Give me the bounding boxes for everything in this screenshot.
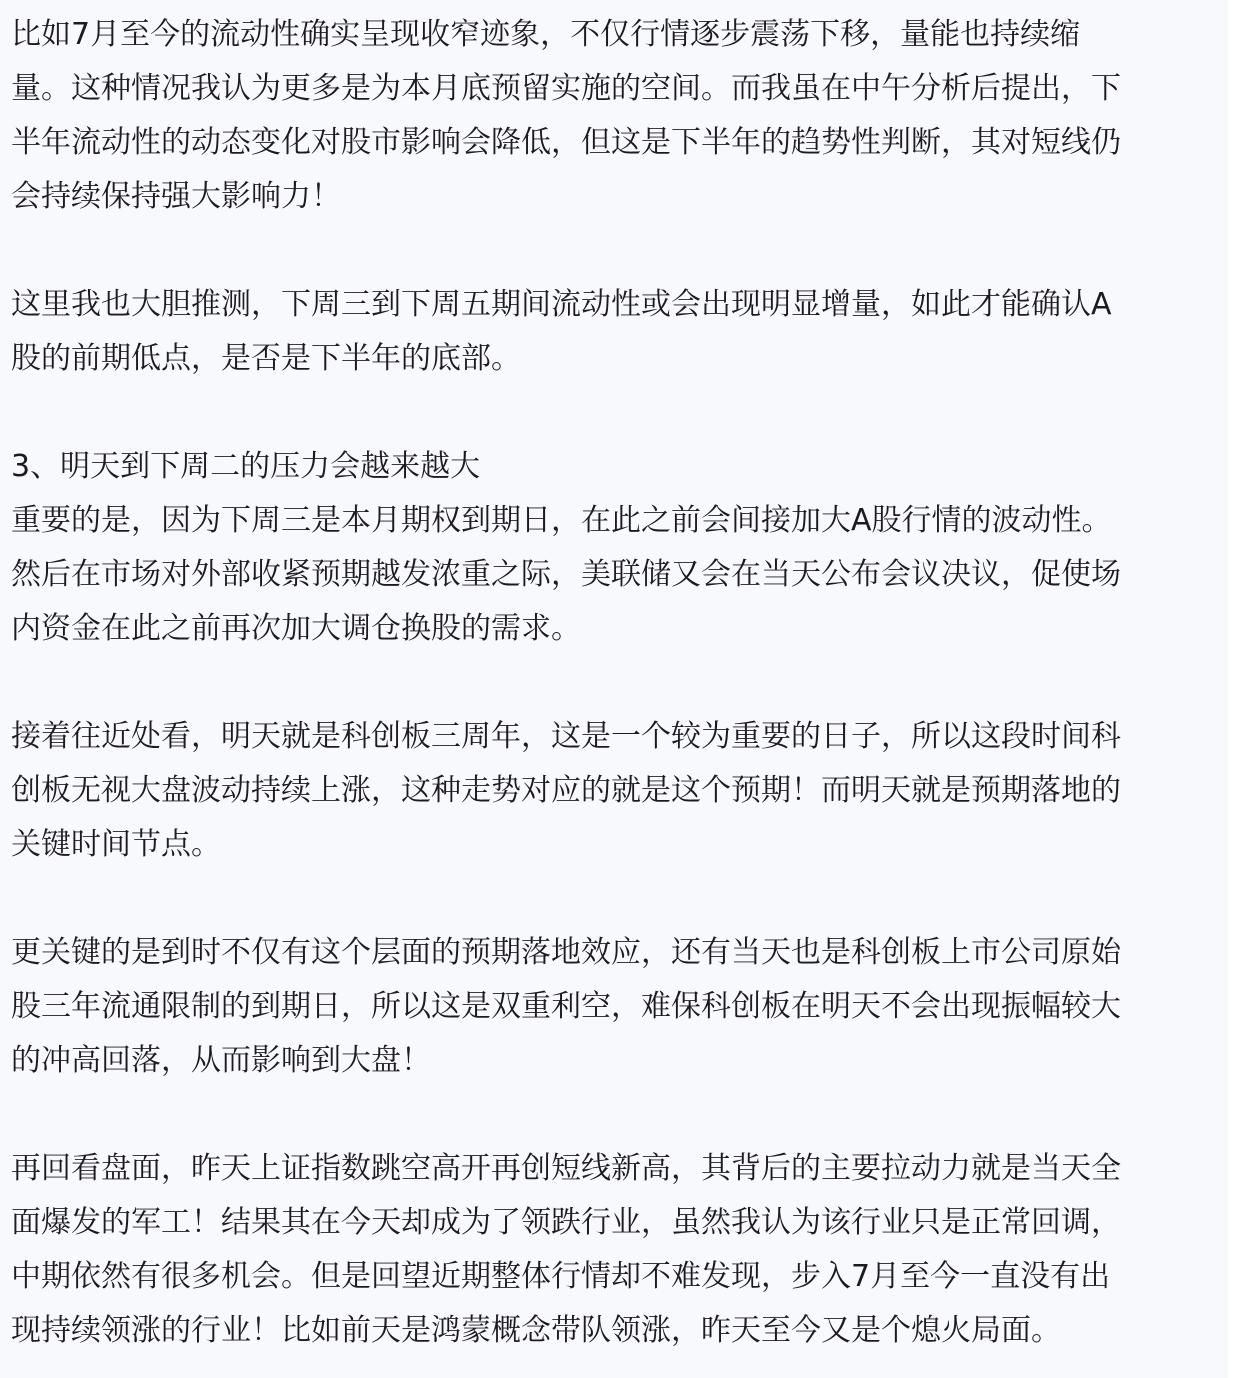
text-line: 半年流动性的动态变化对股市影响会降低，但这是下半年的趋势性判断，其对短线仍 — [11, 125, 1121, 160]
text-line: 再回看盘面，昨天上证指数跳空高开再创短线新高，其背后的主要拉动力就是当天全 — [11, 1151, 1121, 1186]
text-line: 会持续保持强大影响力！ — [11, 179, 341, 214]
text-line: 然后在市场对外部收紧预期越发浓重之际，美联储又会在当天公布会议决议，促使场 — [11, 557, 1121, 592]
section-heading: 3、明天到下周二的压力会越来越大 — [11, 449, 481, 484]
text-line: 这里我也大胆推测，下周三到下周五期间流动性或会出现明显增量，如此才能确认A — [11, 287, 1112, 322]
text-line: 更关键的是到时不仅有这个层面的预期落地效应，还有当天也是科创板上市公司原始 — [11, 935, 1121, 970]
paragraph-spacer — [11, 872, 1216, 926]
paragraph-market-review — [11, 1142, 1216, 1358]
text-line: 中期依然有很多机会。但是回望近期整体行情却不难发现，步入7月至今一直没有出 — [11, 1259, 1111, 1294]
text-line: 重要的是，因为下周三是本月期权到期日，在此之前会间接加大A股行情的波动性。 — [11, 503, 1112, 538]
text-line: 的冲高回落，从而影响到大盘！ — [11, 1043, 431, 1078]
paragraph-spacer — [11, 656, 1216, 710]
paragraph-liquidity — [11, 8, 1216, 224]
paragraph-spacer — [11, 1088, 1216, 1142]
text-line: 量。这种情况我认为更多是为本月底预留实施的空间。而我虽在中午分析后提出，下 — [11, 71, 1121, 106]
text-line: 比如7月至今的流动性确实呈现收窄迹象，不仅行情逐步震荡下移，量能也持续缩 — [11, 17, 1081, 52]
text-line: 接着往近处看，明天就是科创板三周年，这是一个较为重要的日子，所以这段时间科 — [11, 719, 1121, 754]
paragraph-spacer — [11, 386, 1216, 440]
page-right-edge — [1228, 0, 1234, 1378]
text-line: 现持续领涨的行业！比如前天是鸿蒙概念带队领涨，昨天至今又是个熄火局面。 — [11, 1313, 1061, 1348]
article-body — [11, 8, 1216, 1358]
text-line: 面爆发的军工！结果其在今天却成为了领跌行业，虽然我认为该行业只是正常回调， — [11, 1205, 1121, 1240]
text-line: 股三年流通限制的到期日，所以这是双重利空，难保科创板在明天不会出现振幅较大 — [11, 989, 1121, 1024]
paragraph-lockup-expiry — [11, 926, 1216, 1088]
paragraph-star-market-anniversary — [11, 710, 1216, 872]
paragraph-spacer — [11, 224, 1216, 278]
paragraph-section-3 — [11, 440, 1216, 656]
text-line: 创板无视大盘波动持续上涨，这种走势对应的就是这个预期！而明天就是预期落地的 — [11, 773, 1121, 808]
text-line: 股的前期低点，是否是下半年的底部。 — [11, 341, 521, 376]
paragraph-prediction — [11, 278, 1216, 386]
text-line: 关键时间节点。 — [11, 827, 221, 862]
text-line: 内资金在此之前再次加大调仓换股的需求。 — [11, 611, 581, 646]
